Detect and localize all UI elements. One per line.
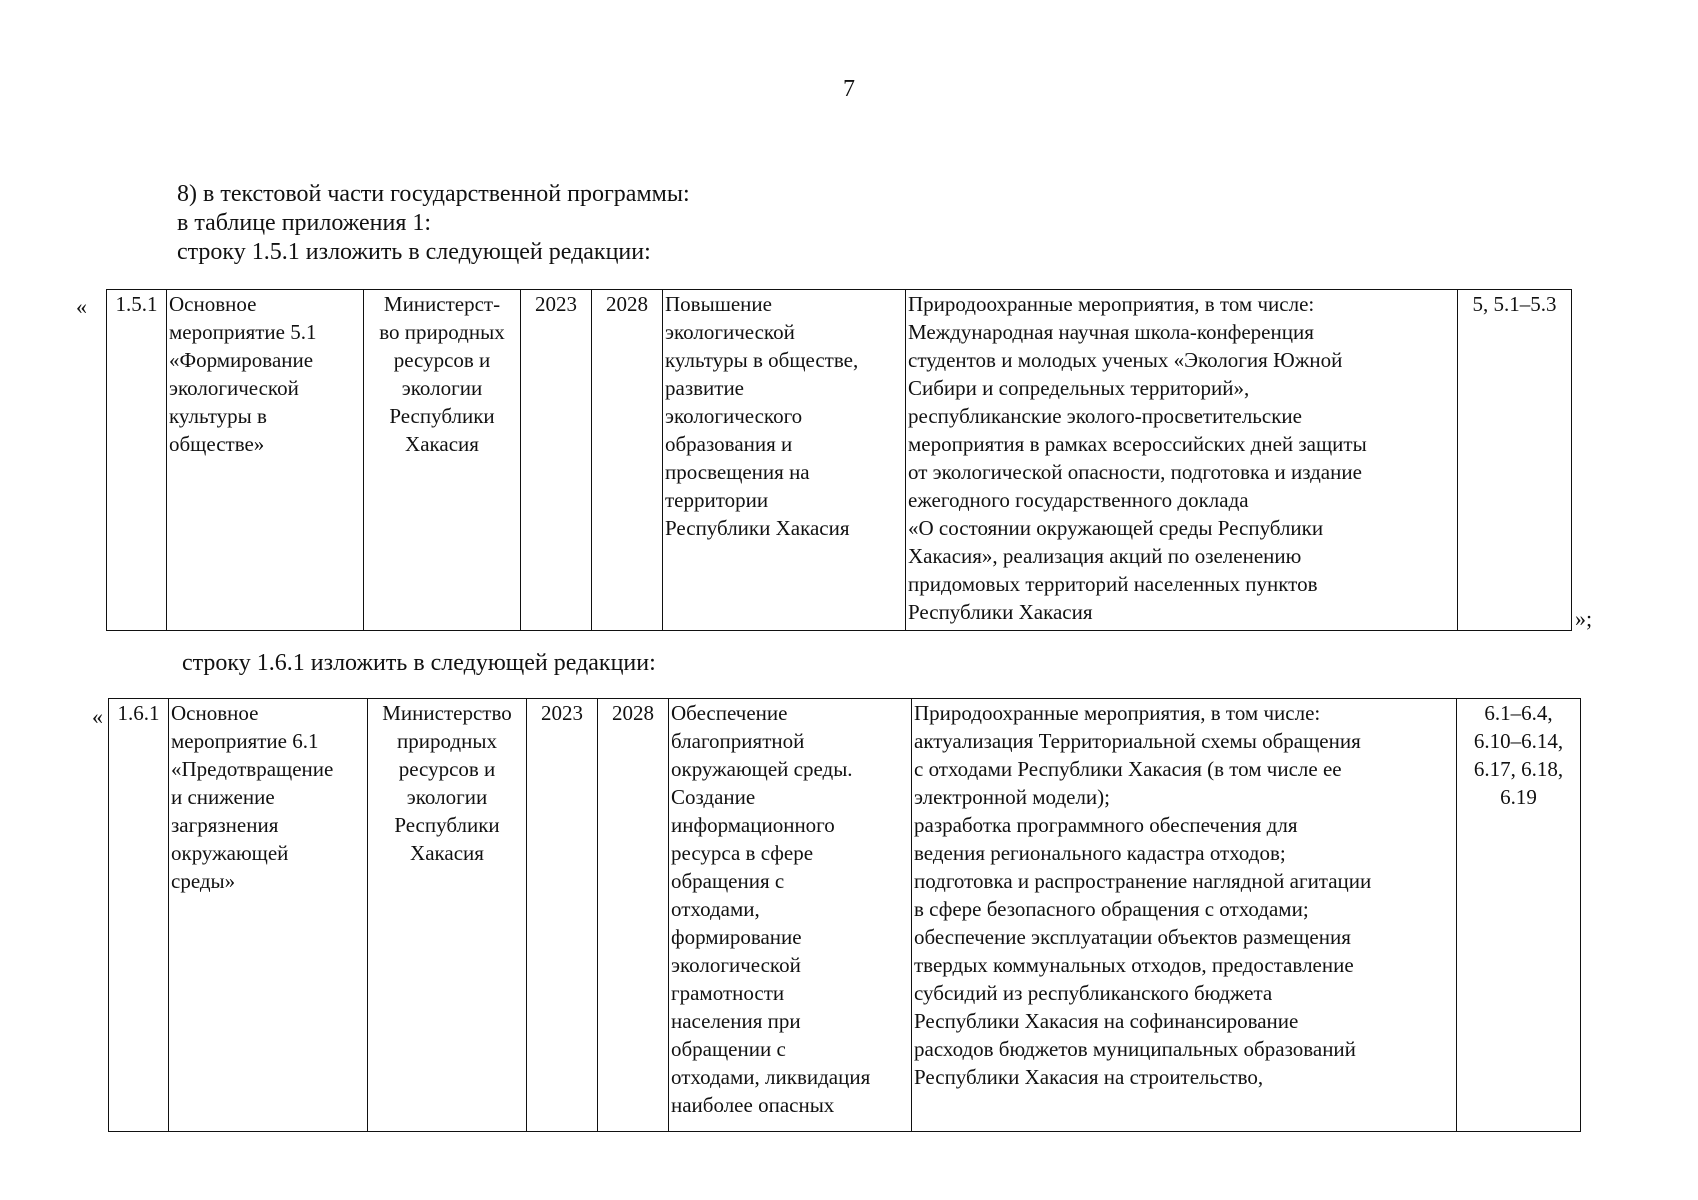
end-year: 2028 (598, 699, 669, 1132)
activity-name: Основное мероприятие 6.1 «Предотвращение и снижение загрязнения окружающей среды» (169, 699, 368, 1132)
table-row-1-6-1 (108, 698, 1581, 1132)
indicators: 5, 5.1–5.3 (1458, 290, 1572, 631)
end-year: 2028 (592, 290, 663, 631)
intro-line-1: 8) в текстовой части государственной программы: (177, 181, 690, 207)
table-row-1-5-1 (106, 289, 1572, 631)
row-number: 1.5.1 (107, 290, 167, 631)
indicators: 6.1–6.4, 6.10–6.14, 6.17, 6.18, 6.19 (1457, 699, 1581, 1132)
open-quote-row-2: « (92, 704, 103, 729)
intro-text (177, 180, 690, 267)
start-year: 2023 (521, 290, 592, 631)
activities-description: Природоохранные мероприятия, в том числе: Международная научная школа-конференция студентов и молодых ученых «Экология Южной Сибири и сопредельных территорий», республиканские эколого-просветительские мероприятия в рамках всероссийских дней защиты от экологической опасности, подготовка и издание ежегодного государственного доклада «О состоянии окружающей среды Республики Хакасия», реализация акций по озеленению придомовых территорий населенных пунктов Республики Хакасия (906, 290, 1458, 631)
page-number: 7 (843, 76, 855, 102)
subheading-row-1-6-1: строку 1.6.1 изложить в следующей редакции: (182, 650, 656, 676)
start-year: 2023 (527, 699, 598, 1132)
executor: Министерст- во природных ресурсов и экологии Республики Хакасия (364, 290, 521, 631)
row-number: 1.6.1 (109, 699, 169, 1132)
intro-line-3: строку 1.5.1 изложить в следующей редакции: (177, 239, 651, 265)
table-row (107, 290, 1572, 631)
expected-result: Обеспечение благоприятной окружающей среды. Создание информационного ресурса в сфере обращения с отходами, формирование экологической грамотности населения при обращении с отходами, ликвидация наиболее опасных (669, 699, 912, 1132)
close-quote-row-1: »; (1575, 606, 1593, 631)
table-row (109, 699, 1581, 1132)
activities-description: Природоохранные мероприятия, в том числе: актуализация Территориальной схемы обращения с отходами Республики Хакасия (в том числе ее электронной модели); разработка программного обеспечения для ведения регионального кадастра отходов; подготовка и распространение наглядной агитации в сфере безопасного обращения с отходами; обеспечение эксплуатации объектов размещения твердых коммунальных отходов, предоставление субсидий из республиканского бюджета Республики Хакасия на софинансирование расходов бюджетов муниципальных образований Республики Хакасия на строительство, (912, 699, 1457, 1132)
activity-name: Основное мероприятие 5.1 «Формирование экологической культуры в обществе» (167, 290, 364, 631)
intro-line-2: в таблице приложения 1: (177, 210, 432, 236)
executor: Министерство природных ресурсов и экологии Республики Хакасия (368, 699, 527, 1132)
open-quote-row-1: « (76, 294, 87, 319)
expected-result: Повышение экологической культуры в обществе, развитие экологического образования и просвещения на территории Республики Хакасия (663, 290, 906, 631)
